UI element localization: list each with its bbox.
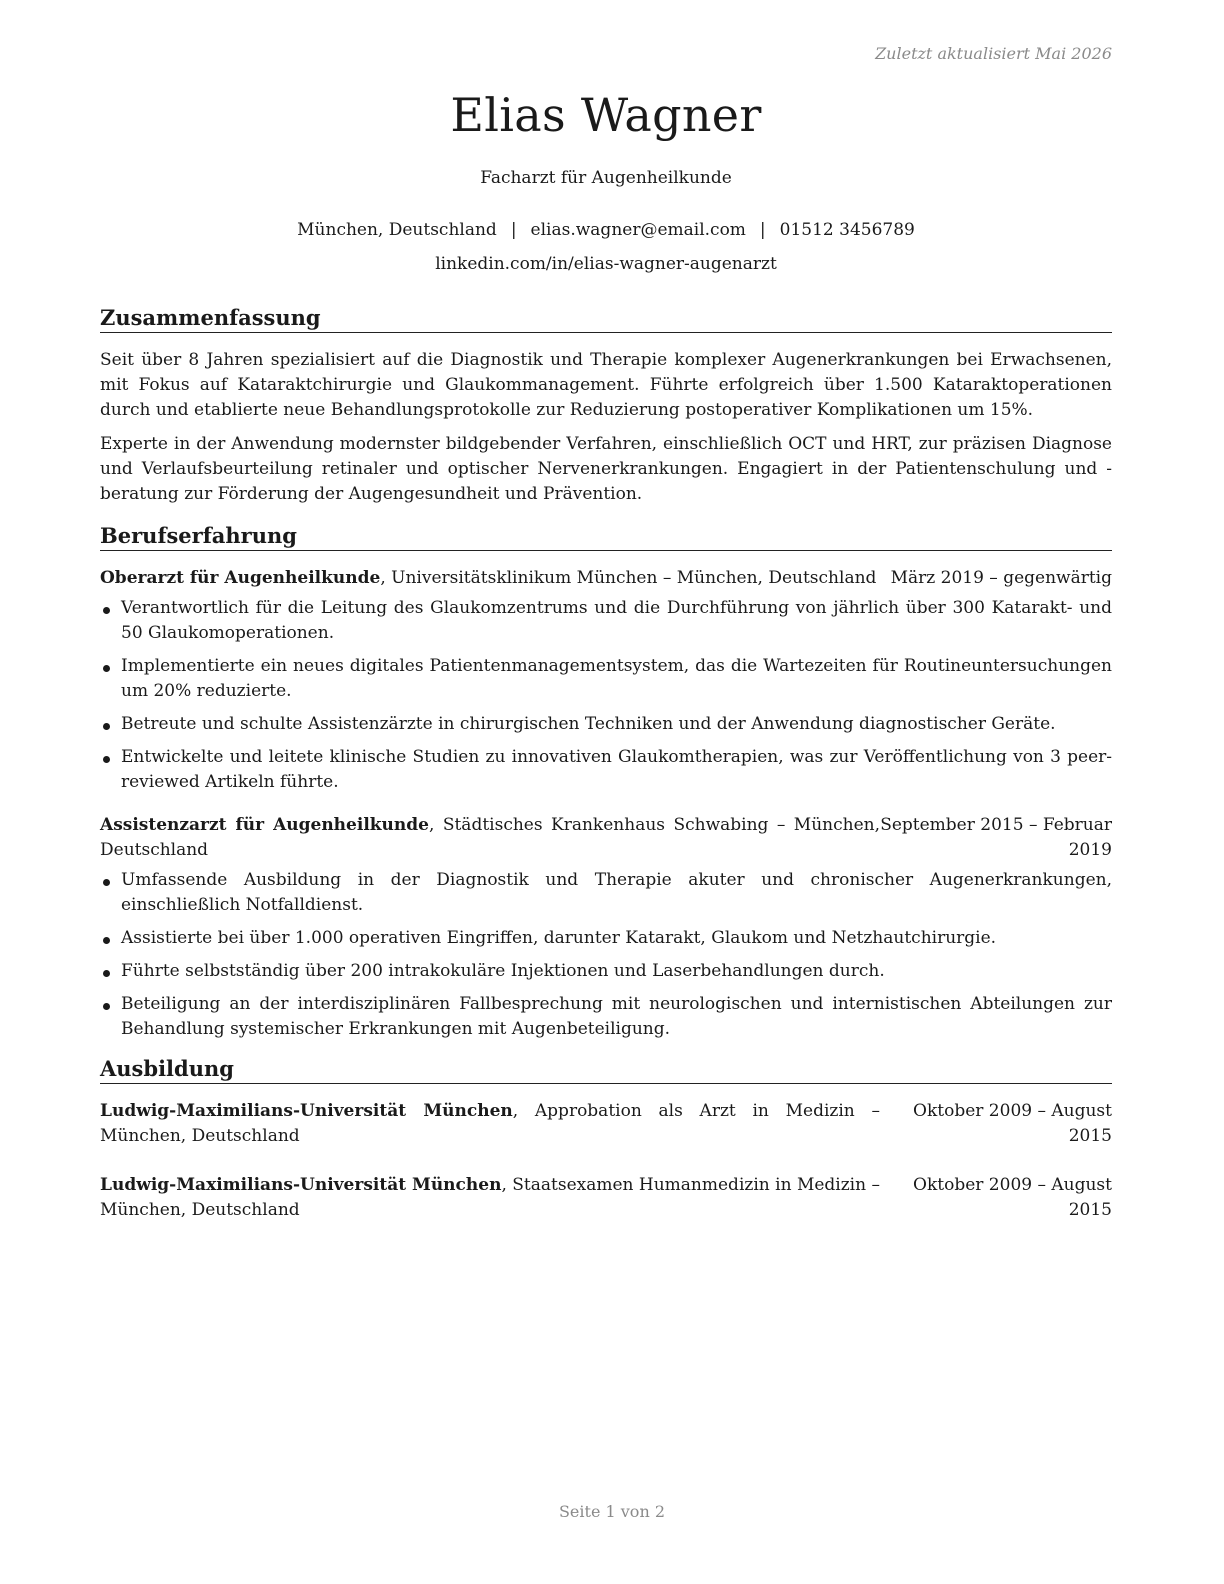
education-degree: , Approbation als Arzt in Medizin – München, Deutschland	[100, 1101, 880, 1146]
list-item	[100, 992, 1112, 1042]
education-entry	[100, 1173, 1112, 1223]
location: München, Deutschland	[297, 220, 497, 240]
bullet-text: Implementierte ein neues digitales Patientenmanagementsystem, das die Wartezeiten für Routineuntersuchungen um 20% reduzierte.	[121, 656, 1112, 701]
list-item	[100, 596, 1112, 646]
page-number: Seite 1 von 2	[558, 1502, 666, 1521]
section-title-summary: Zusammenfassung	[100, 305, 1112, 333]
education-degree: , Staatsexamen Humanmedizin in Medizin – München, Deutschland	[100, 1175, 880, 1220]
summary-paragraph: Experte in der Anwendung modernster bildgebender Verfahren, einschließlich OCT und HRT, zur präzisen Diagnose und Verlaufsbeurteilung retinaler und optischer Nervenerkrankungen. Engagiert in der Patientenschulung und -beratung zur Förderung der Augengesundheit und Prävention.	[100, 434, 1112, 504]
bullet-icon	[103, 665, 110, 672]
bullet-text: Betreute und schulte Assistenzärzte in chirurgischen Techniken und der Anwendung diagnostischer Geräte.	[121, 714, 1056, 734]
section-title-education: Ausbildung	[100, 1056, 1112, 1084]
job-org: , Städtisches Krankenhaus Schwabing – München, Deutschland	[100, 815, 880, 860]
education-entry	[100, 1099, 1112, 1149]
summary-paragraph: Seit über 8 Jahren spezialisiert auf die Diagnostik und Therapie komplexer Augenerkrankungen bei Erwachsenen, mit Fokus auf Kataraktchirurgie und Glaukommanagement. Führte erfolgreich über 1.500 Kataraktoperationen durch und etablierte neue Behandlungsprotokolle zur Reduzierung postoperativer Komplikationen um 15%.	[100, 350, 1112, 420]
education-dates: Oktober 2009 – August 2015	[913, 1101, 1112, 1146]
bullet-text: Führte selbstständig über 200 intrakokuläre Injektionen und Laserbehandlungen durch.	[121, 961, 885, 981]
contact-line	[100, 220, 1112, 240]
bullet-icon	[103, 937, 110, 944]
list-item	[100, 745, 1112, 795]
bullet-text: Umfassende Ausbildung in der Diagnostik und Therapie akuter und chronischer Augenerkrankungen, einschließlich Notfalldienst.	[121, 870, 1112, 915]
bullet-text: Beteiligung an der interdisziplinären Fallbesprechung mit neurologischen und internistischen Abteilungen zur Behandlung systemischer Erkrankungen mit Augenbeteiligung.	[121, 994, 1112, 1039]
job-role-org	[100, 813, 880, 863]
education-school: Ludwig-Maximilians-Universität München	[100, 1101, 513, 1121]
separator: |	[510, 220, 517, 240]
job-bullets	[100, 596, 1112, 803]
separator: |	[759, 220, 766, 240]
bullet-text: Assistierte bei über 1.000 operativen Eingriffen, darunter Katarakt, Glaukom und Netzhautchirurgie.	[121, 928, 997, 948]
education-dates: Oktober 2009 – August 2015	[913, 1175, 1112, 1220]
bullet-icon	[103, 1003, 110, 1010]
section-title-experience: Berufserfahrung	[100, 523, 1112, 551]
list-item	[100, 654, 1112, 704]
bullet-icon	[103, 970, 110, 977]
job-dates: März 2019 – gegenwärtig	[890, 568, 1112, 588]
bullet-text: Verantwortlich für die Leitung des Glaukomzentrums und die Durchführung von jährlich über 300 Katarakt- und 50 Glaukomoperationen.	[121, 598, 1112, 643]
job-header	[100, 566, 1112, 591]
job-org: , Universitätsklinikum München – München, Deutschland	[380, 568, 877, 588]
list-item	[100, 712, 1112, 737]
bullet-icon	[103, 756, 110, 763]
bullet-icon	[103, 879, 110, 886]
job-role: Oberarzt für Augenheilkunde	[100, 568, 381, 588]
list-item	[100, 959, 1112, 984]
job-role-org	[100, 566, 876, 591]
person-name: Elias Wagner	[450, 88, 762, 142]
education-school: Ludwig-Maximilians-Universität München	[100, 1175, 502, 1195]
bullet-icon	[103, 607, 110, 614]
job-dates: September 2015 – Februar 2019	[880, 815, 1112, 860]
education-school-degree	[100, 1173, 880, 1223]
job-title: Facharzt für Augenheilkunde	[480, 168, 732, 188]
phone-number: 01512 3456789	[779, 220, 915, 240]
bullet-icon	[103, 723, 110, 730]
job-bullets	[100, 868, 1112, 1050]
last-updated-note: Zuletzt aktualisiert Mai 2026	[875, 44, 1112, 63]
list-item	[100, 926, 1112, 951]
job-header	[100, 813, 1112, 863]
linkedin-link[interactable]: linkedin.com/in/elias-wagner-augenarzt	[435, 254, 777, 274]
list-item	[100, 868, 1112, 918]
education-school-degree	[100, 1099, 880, 1149]
email-link[interactable]: elias.wagner@email.com	[530, 220, 746, 240]
bullet-text: Entwickelte und leitete klinische Studien zu innovativen Glaukomtherapien, was zur Veröffentlichung von 3 peer-reviewed Artikeln führte.	[121, 747, 1112, 792]
job-role: Assistenzarzt für Augenheilkunde	[100, 815, 429, 835]
